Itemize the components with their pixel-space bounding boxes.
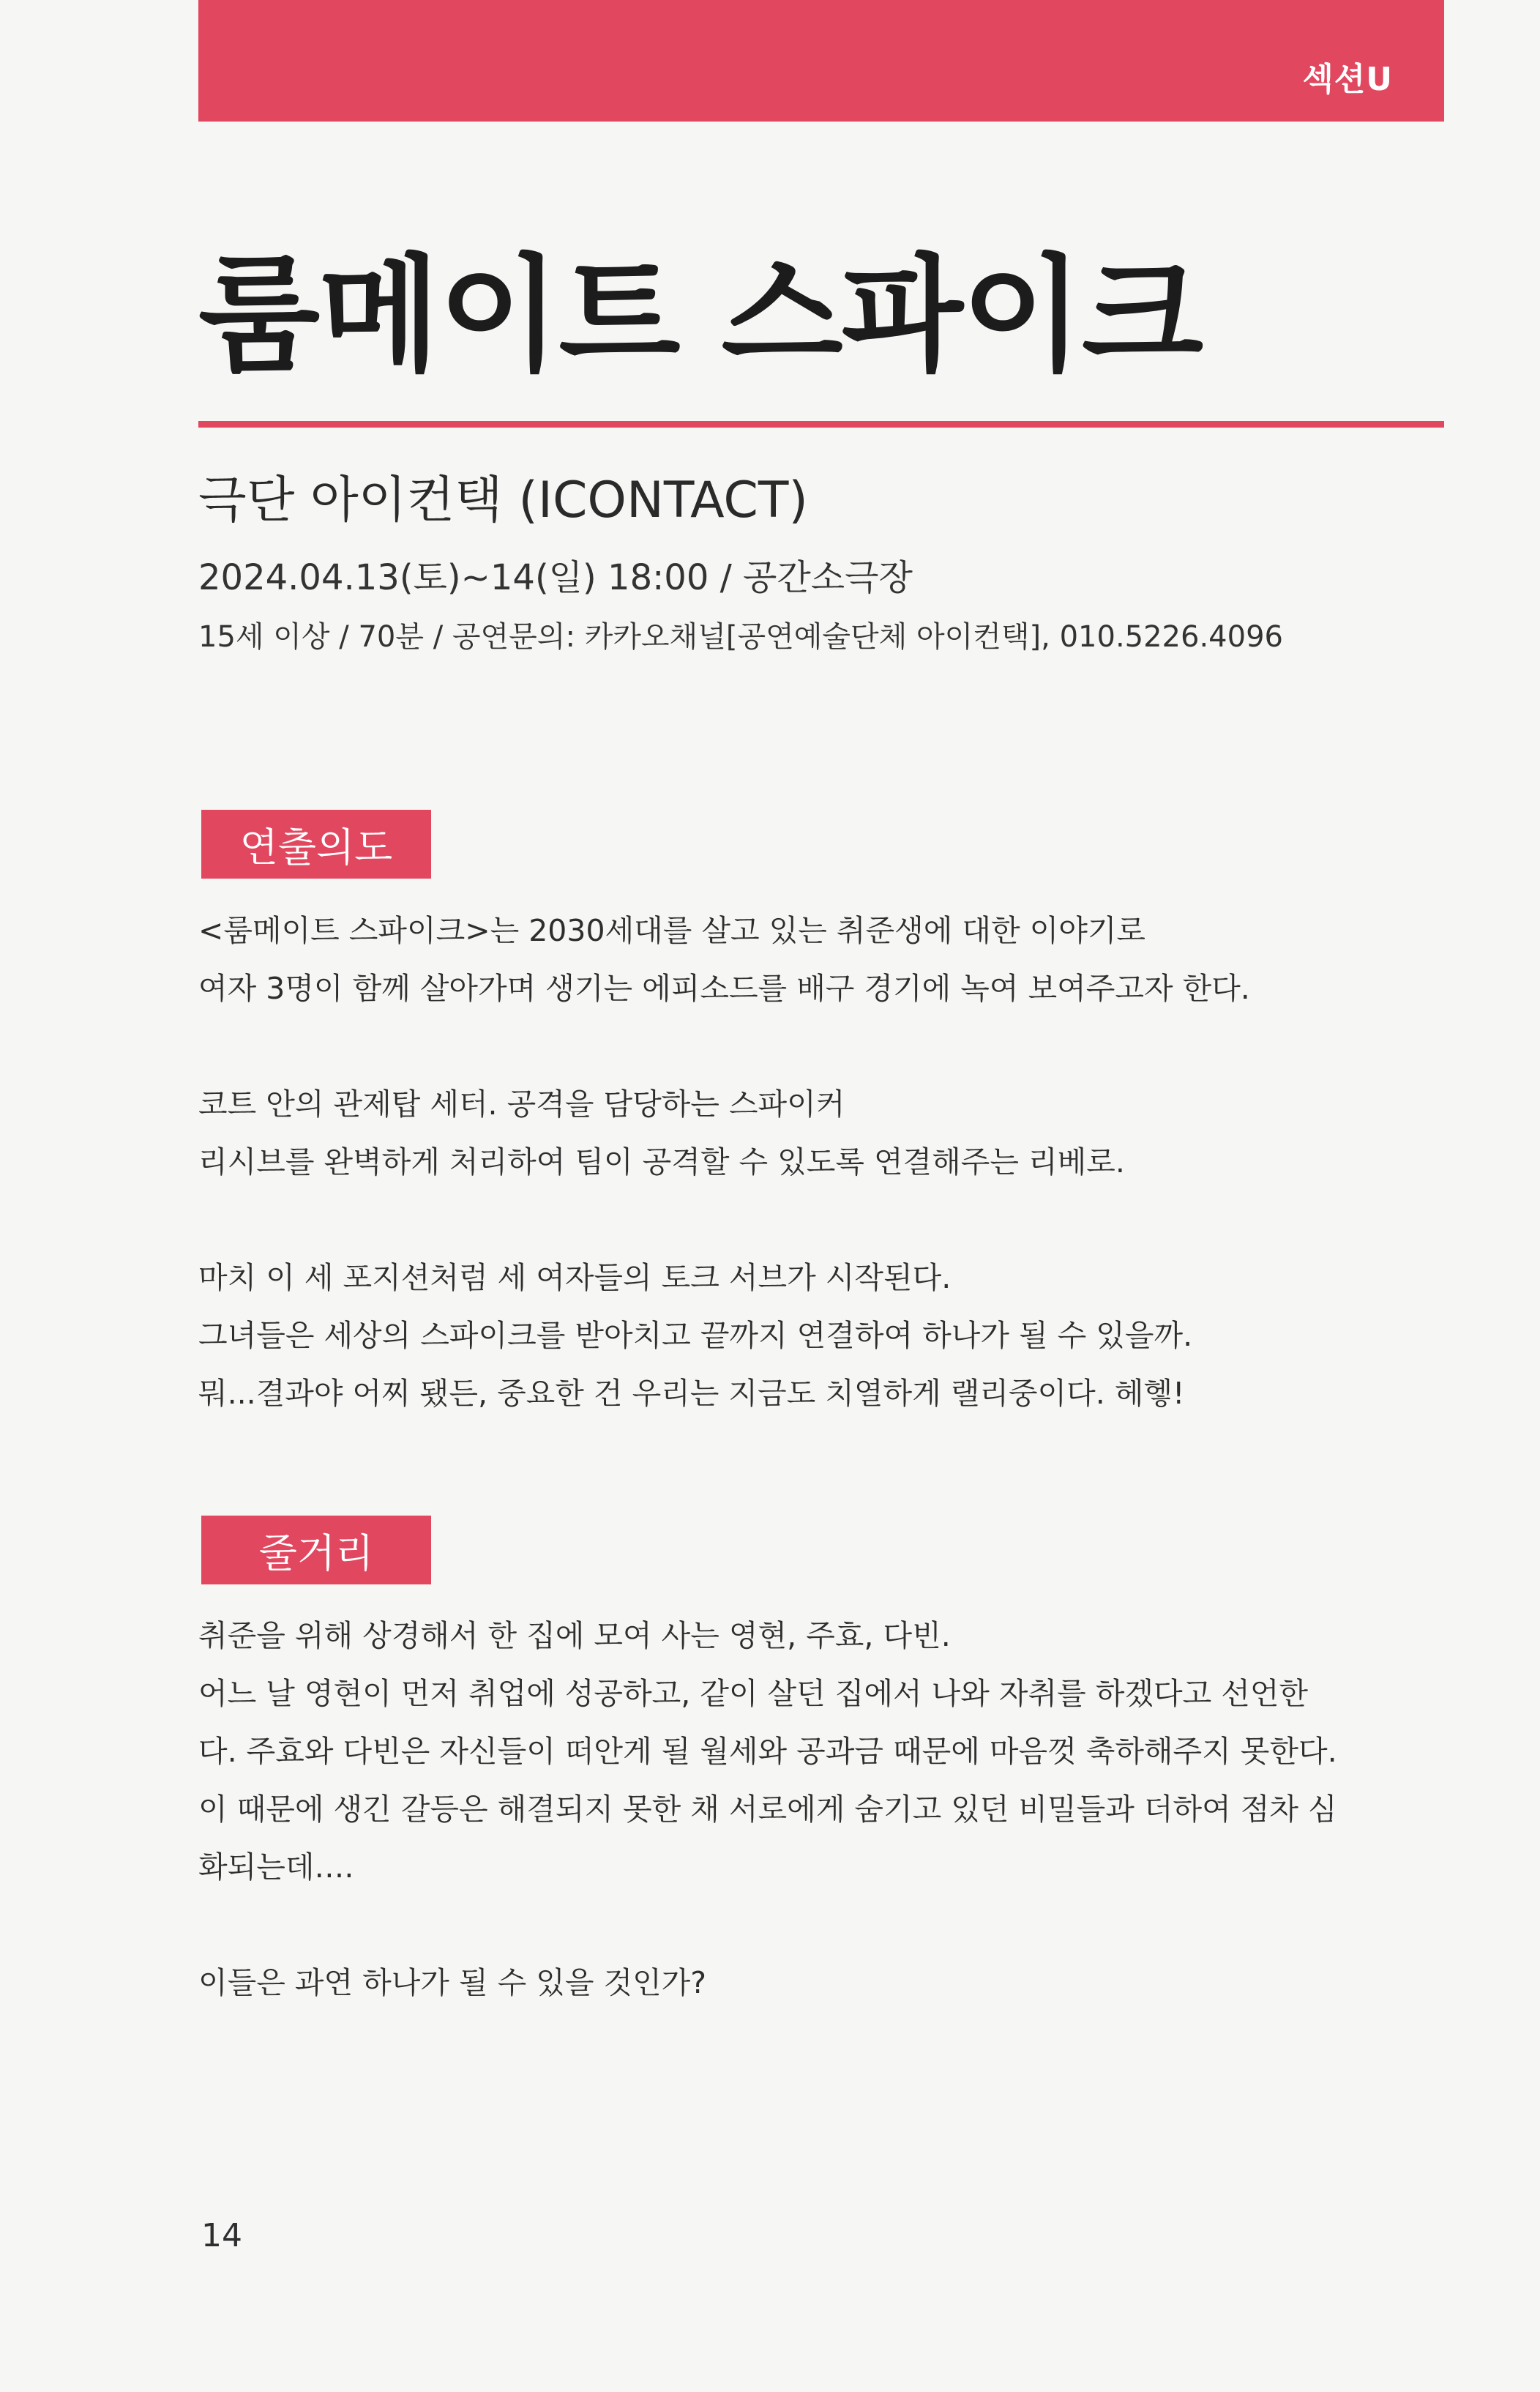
- page-number: 14: [201, 2217, 242, 2254]
- synopsis-text: [198, 1607, 1457, 2012]
- directing-label: 연출의도: [201, 810, 431, 879]
- text-line: <룸메이트 스파이크>는 2030세대를 살고 있는 취준생에 대한 이야기로: [198, 913, 1146, 948]
- section-tag: 섹션U: [1302, 61, 1393, 98]
- page-title: 룸메이트 스파이크: [198, 242, 1203, 389]
- synopsis-label: 줄거리: [201, 1516, 431, 1584]
- text-line: 여자 3명이 함께 살아가며 생기는 에피소드를 배구 경기에 녹여 보여주고자 한다.: [198, 971, 1250, 1006]
- text-line: 마치 이 세 포지션처럼 세 여자들의 토크 서브가 시작된다.: [198, 1260, 952, 1295]
- company-name: 극단 아이컨택 (ICONTACT): [198, 472, 808, 529]
- performance-info: 15세 이상 / 70분 / 공연문의: 카카오채널[공연예술단체 아이컨택], 010.5226.4096: [198, 620, 1283, 654]
- section-header-bar: [198, 0, 1444, 122]
- text-line: 취준을 위해 상경해서 한 집에 모여 사는 영현, 주효, 다빈.: [198, 1618, 951, 1653]
- title-divider: [198, 421, 1444, 428]
- text-line: 리시브를 완벽하게 처리하여 팀이 공격할 수 있도록 연결해주는 리베로.: [198, 1144, 1125, 1180]
- text-line: 코트 안의 관제탑 세터. 공격을 담당하는 스파이커: [198, 1087, 845, 1122]
- text-line: [198, 1018, 1457, 1076]
- date-venue: 2024.04.13(토)~14(일) 18:00 / 공간소극장: [198, 557, 913, 598]
- text-line: 뭐...결과야 어찌 됐든, 중요한 건 우리는 지금도 치열하게 랠리중이다. 헤헿!: [198, 1376, 1185, 1411]
- text-line: 그녀들은 세상의 스파이크를 받아치고 끝까지 연결하여 하나가 될 수 있을까.: [198, 1318, 1193, 1353]
- text-line: [198, 1896, 1457, 1954]
- text-line: 화되는데….: [198, 1849, 354, 1885]
- text-line: 이 때문에 생긴 갈등은 해결되지 못한 채 서로에게 숨기고 있던 비밀들과 더하여 점차 심: [198, 1792, 1337, 1827]
- directing-text: [198, 902, 1457, 1423]
- text-line: [198, 1191, 1457, 1249]
- text-line: 어느 날 영현이 먼저 취업에 성공하고, 같이 살던 집에서 나와 자취를 하겠다고 선언한: [198, 1676, 1309, 1711]
- text-line: 이들은 과연 하나가 될 수 있을 것인가?: [198, 1965, 707, 2000]
- text-line: 다. 주효와 다빈은 자신들이 떠안게 될 월세와 공과금 때문에 마음껏 축하해주지 못한다.: [198, 1734, 1337, 1769]
